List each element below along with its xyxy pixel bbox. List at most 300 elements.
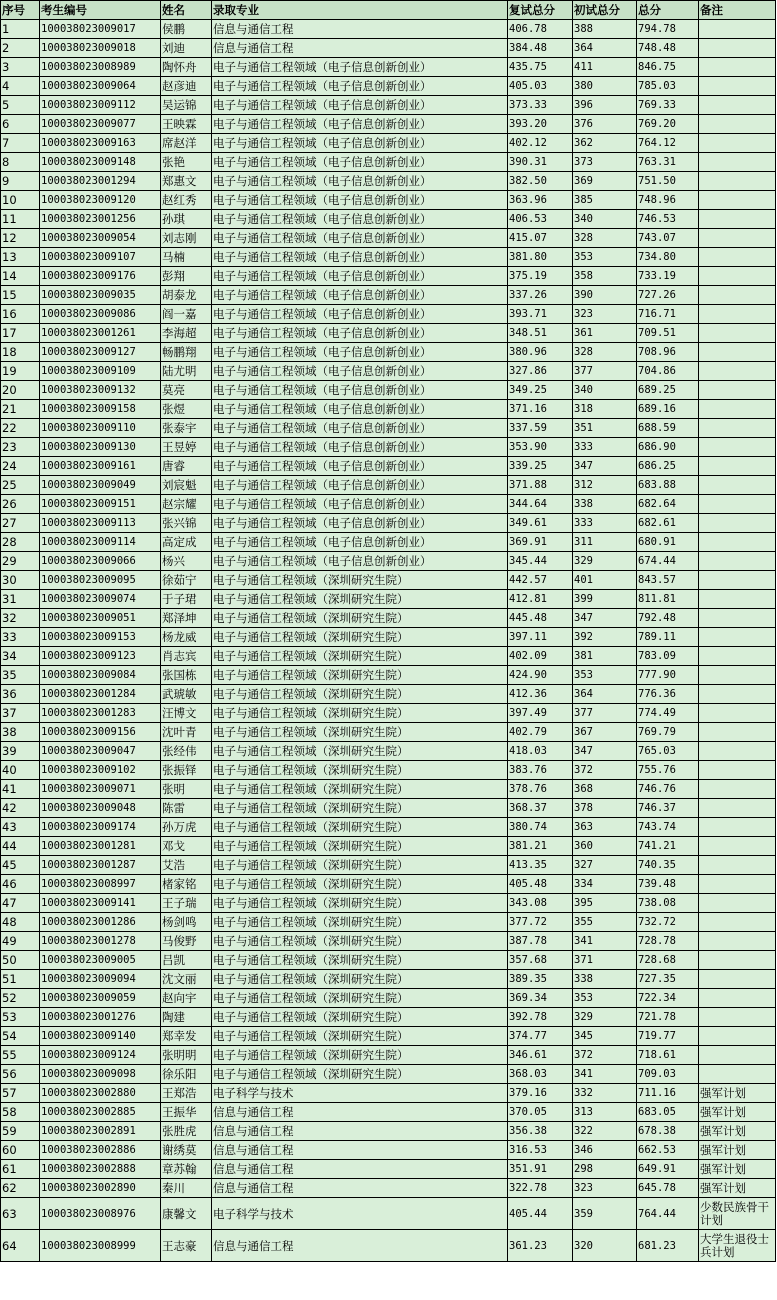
cell-name: 唐睿 bbox=[161, 457, 212, 476]
cell-prelim-score: 399 bbox=[573, 590, 637, 609]
cell-major: 电子与通信工程领域（深圳研究生院） bbox=[212, 704, 508, 723]
cell-seq: 22 bbox=[1, 419, 40, 438]
cell-prelim-score: 347 bbox=[573, 457, 637, 476]
cell-total-score: 727.26 bbox=[637, 286, 699, 305]
cell-retest-score: 402.09 bbox=[508, 647, 573, 666]
cell-seq: 53 bbox=[1, 1008, 40, 1027]
table-row bbox=[1, 115, 776, 134]
cell-exam-id: 100038023009110 bbox=[40, 419, 161, 438]
cell-prelim-score: 332 bbox=[573, 1084, 637, 1103]
cell-major: 电子与通信工程领域（深圳研究生院） bbox=[212, 970, 508, 989]
cell-retest-score: 389.35 bbox=[508, 970, 573, 989]
cell-total-score: 688.59 bbox=[637, 419, 699, 438]
cell-prelim-score: 341 bbox=[573, 1065, 637, 1084]
table-row bbox=[1, 419, 776, 438]
table-row bbox=[1, 1122, 776, 1141]
cell-prelim-score: 372 bbox=[573, 761, 637, 780]
cell-exam-id: 100038023009066 bbox=[40, 552, 161, 571]
cell-total-score: 722.34 bbox=[637, 989, 699, 1008]
cell-name: 汪博文 bbox=[161, 704, 212, 723]
cell-exam-id: 100038023002891 bbox=[40, 1122, 161, 1141]
cell-remark bbox=[699, 1065, 776, 1084]
table-row bbox=[1, 210, 776, 229]
cell-retest-score: 415.07 bbox=[508, 229, 573, 248]
cell-retest-score: 412.81 bbox=[508, 590, 573, 609]
table-row bbox=[1, 229, 776, 248]
cell-seq: 10 bbox=[1, 191, 40, 210]
cell-prelim-score: 351 bbox=[573, 419, 637, 438]
cell-retest-score: 316.53 bbox=[508, 1141, 573, 1160]
cell-major: 信息与通信工程 bbox=[212, 39, 508, 58]
cell-exam-id: 100038023009130 bbox=[40, 438, 161, 457]
cell-retest-score: 406.53 bbox=[508, 210, 573, 229]
table-row bbox=[1, 39, 776, 58]
cell-prelim-score: 378 bbox=[573, 799, 637, 818]
cell-retest-score: 402.12 bbox=[508, 134, 573, 153]
cell-retest-score: 424.90 bbox=[508, 666, 573, 685]
cell-exam-id: 100038023001294 bbox=[40, 172, 161, 191]
cell-seq: 9 bbox=[1, 172, 40, 191]
cell-major: 信息与通信工程 bbox=[212, 20, 508, 39]
cell-retest-score: 349.25 bbox=[508, 381, 573, 400]
cell-major: 电子与通信工程领域（深圳研究生院） bbox=[212, 647, 508, 666]
cell-seq: 29 bbox=[1, 552, 40, 571]
cell-exam-id: 100038023009123 bbox=[40, 647, 161, 666]
header-row bbox=[1, 1, 776, 20]
table-row bbox=[1, 191, 776, 210]
cell-seq: 27 bbox=[1, 514, 40, 533]
table-row bbox=[1, 799, 776, 818]
cell-total-score: 683.05 bbox=[637, 1103, 699, 1122]
cell-total-score: 686.25 bbox=[637, 457, 699, 476]
cell-total-score: 746.37 bbox=[637, 799, 699, 818]
cell-name: 肖志宾 bbox=[161, 647, 212, 666]
cell-remark bbox=[699, 134, 776, 153]
cell-remark: 强军计划 bbox=[699, 1122, 776, 1141]
cell-seq: 28 bbox=[1, 533, 40, 552]
cell-exam-id: 100038023009017 bbox=[40, 20, 161, 39]
cell-name: 康馨文 bbox=[161, 1198, 212, 1230]
cell-major: 电子与通信工程领域（深圳研究生院） bbox=[212, 989, 508, 1008]
cell-exam-id: 100038023008997 bbox=[40, 875, 161, 894]
cell-name: 彭翔 bbox=[161, 267, 212, 286]
cell-major: 电子与通信工程领域（深圳研究生院） bbox=[212, 1065, 508, 1084]
cell-exam-id: 100038023009158 bbox=[40, 400, 161, 419]
cell-seq: 44 bbox=[1, 837, 40, 856]
cell-prelim-score: 360 bbox=[573, 837, 637, 856]
cell-major: 电子与通信工程领域（深圳研究生院） bbox=[212, 1027, 508, 1046]
cell-retest-score: 381.80 bbox=[508, 248, 573, 267]
table-row bbox=[1, 837, 776, 856]
table-row bbox=[1, 533, 776, 552]
table-row bbox=[1, 685, 776, 704]
cell-remark bbox=[699, 837, 776, 856]
cell-total-score: 716.71 bbox=[637, 305, 699, 324]
cell-prelim-score: 311 bbox=[573, 533, 637, 552]
cell-major: 电子与通信工程领域（电子信息创新创业） bbox=[212, 210, 508, 229]
cell-name: 赵红秀 bbox=[161, 191, 212, 210]
cell-exam-id: 100038023001283 bbox=[40, 704, 161, 723]
cell-name: 王昱婷 bbox=[161, 438, 212, 457]
table-row bbox=[1, 723, 776, 742]
cell-exam-id: 100038023009086 bbox=[40, 305, 161, 324]
cell-exam-id: 100038023009153 bbox=[40, 628, 161, 647]
cell-exam-id: 100038023009156 bbox=[40, 723, 161, 742]
cell-remark bbox=[699, 685, 776, 704]
cell-major: 电子与通信工程领域（电子信息创新创业） bbox=[212, 191, 508, 210]
cell-major: 电子与通信工程领域（深圳研究生院） bbox=[212, 913, 508, 932]
cell-prelim-score: 353 bbox=[573, 666, 637, 685]
cell-name: 孙万虎 bbox=[161, 818, 212, 837]
cell-exam-id: 100038023002890 bbox=[40, 1179, 161, 1198]
cell-seq: 25 bbox=[1, 476, 40, 495]
cell-retest-score: 418.03 bbox=[508, 742, 573, 761]
cell-remark bbox=[699, 286, 776, 305]
cell-retest-score: 339.25 bbox=[508, 457, 573, 476]
cell-remark bbox=[699, 153, 776, 172]
cell-prelim-score: 368 bbox=[573, 780, 637, 799]
cell-remark bbox=[699, 476, 776, 495]
cell-retest-score: 445.48 bbox=[508, 609, 573, 628]
cell-name: 刘志刚 bbox=[161, 229, 212, 248]
cell-name: 席赵洋 bbox=[161, 134, 212, 153]
cell-major: 电子与通信工程领域（电子信息创新创业） bbox=[212, 153, 508, 172]
cell-seq: 8 bbox=[1, 153, 40, 172]
cell-major: 电子与通信工程领域（电子信息创新创业） bbox=[212, 362, 508, 381]
cell-major: 电子与通信工程领域（电子信息创新创业） bbox=[212, 419, 508, 438]
cell-seq: 49 bbox=[1, 932, 40, 951]
header-cell-prelim-score: 初试总分 bbox=[573, 1, 637, 20]
cell-remark bbox=[699, 818, 776, 837]
cell-retest-score: 412.36 bbox=[508, 685, 573, 704]
cell-seq: 43 bbox=[1, 818, 40, 837]
cell-exam-id: 100038023009059 bbox=[40, 989, 161, 1008]
cell-name: 王振华 bbox=[161, 1103, 212, 1122]
cell-exam-id: 100038023009132 bbox=[40, 381, 161, 400]
cell-retest-score: 442.57 bbox=[508, 571, 573, 590]
cell-total-score: 704.86 bbox=[637, 362, 699, 381]
table-row bbox=[1, 571, 776, 590]
cell-exam-id: 100038023009114 bbox=[40, 533, 161, 552]
table-row bbox=[1, 58, 776, 77]
cell-seq: 4 bbox=[1, 77, 40, 96]
cell-major: 电子与通信工程领域（电子信息创新创业） bbox=[212, 267, 508, 286]
cell-remark bbox=[699, 172, 776, 191]
cell-total-score: 794.78 bbox=[637, 20, 699, 39]
cell-total-score: 674.44 bbox=[637, 552, 699, 571]
cell-remark bbox=[699, 495, 776, 514]
cell-prelim-score: 340 bbox=[573, 210, 637, 229]
cell-exam-id: 100038023009049 bbox=[40, 476, 161, 495]
cell-exam-id: 100038023009148 bbox=[40, 153, 161, 172]
cell-major: 电子与通信工程领域（电子信息创新创业） bbox=[212, 286, 508, 305]
cell-prelim-score: 333 bbox=[573, 438, 637, 457]
cell-seq: 50 bbox=[1, 951, 40, 970]
cell-total-score: 743.07 bbox=[637, 229, 699, 248]
cell-remark bbox=[699, 438, 776, 457]
cell-remark bbox=[699, 552, 776, 571]
cell-prelim-score: 333 bbox=[573, 514, 637, 533]
cell-remark bbox=[699, 533, 776, 552]
cell-total-score: 740.35 bbox=[637, 856, 699, 875]
cell-remark bbox=[699, 742, 776, 761]
cell-name: 秦川 bbox=[161, 1179, 212, 1198]
table-row bbox=[1, 1160, 776, 1179]
cell-retest-score: 384.48 bbox=[508, 39, 573, 58]
cell-major: 电子与通信工程领域（电子信息创新创业） bbox=[212, 229, 508, 248]
cell-total-score: 689.25 bbox=[637, 381, 699, 400]
cell-major: 电子与通信工程领域（电子信息创新创业） bbox=[212, 172, 508, 191]
cell-major: 电子与通信工程领域（深圳研究生院） bbox=[212, 1008, 508, 1027]
cell-name: 郑泽坤 bbox=[161, 609, 212, 628]
cell-remark bbox=[699, 951, 776, 970]
cell-seq: 52 bbox=[1, 989, 40, 1008]
table-row bbox=[1, 970, 776, 989]
table-row bbox=[1, 172, 776, 191]
cell-retest-score: 357.68 bbox=[508, 951, 573, 970]
cell-remark bbox=[699, 875, 776, 894]
cell-retest-score: 379.16 bbox=[508, 1084, 573, 1103]
cell-major: 电子与通信工程领域（深圳研究生院） bbox=[212, 590, 508, 609]
cell-seq: 13 bbox=[1, 248, 40, 267]
cell-retest-score: 337.59 bbox=[508, 419, 573, 438]
cell-total-score: 728.78 bbox=[637, 932, 699, 951]
header-cell-remark: 备注 bbox=[699, 1, 776, 20]
cell-total-score: 764.44 bbox=[637, 1198, 699, 1230]
cell-remark bbox=[699, 305, 776, 324]
cell-total-score: 755.76 bbox=[637, 761, 699, 780]
cell-total-score: 682.61 bbox=[637, 514, 699, 533]
cell-name: 张泰宇 bbox=[161, 419, 212, 438]
cell-remark bbox=[699, 628, 776, 647]
table-row bbox=[1, 609, 776, 628]
cell-exam-id: 100038023002880 bbox=[40, 1084, 161, 1103]
cell-major: 电子与通信工程领域（深圳研究生院） bbox=[212, 818, 508, 837]
cell-name: 王郑浩 bbox=[161, 1084, 212, 1103]
cell-total-score: 776.36 bbox=[637, 685, 699, 704]
table-row bbox=[1, 438, 776, 457]
table-row bbox=[1, 552, 776, 571]
cell-retest-score: 344.64 bbox=[508, 495, 573, 514]
cell-retest-score: 435.75 bbox=[508, 58, 573, 77]
cell-retest-score: 371.16 bbox=[508, 400, 573, 419]
cell-total-score: 727.35 bbox=[637, 970, 699, 989]
cell-remark: 强军计划 bbox=[699, 1084, 776, 1103]
cell-major: 信息与通信工程 bbox=[212, 1141, 508, 1160]
cell-remark bbox=[699, 609, 776, 628]
cell-prelim-score: 328 bbox=[573, 343, 637, 362]
table-row bbox=[1, 476, 776, 495]
cell-retest-score: 369.91 bbox=[508, 533, 573, 552]
cell-prelim-score: 376 bbox=[573, 115, 637, 134]
cell-total-score: 746.53 bbox=[637, 210, 699, 229]
cell-major: 电子与通信工程领域（深圳研究生院） bbox=[212, 1046, 508, 1065]
cell-exam-id: 100038023009113 bbox=[40, 514, 161, 533]
cell-name: 徐茹宁 bbox=[161, 571, 212, 590]
cell-remark bbox=[699, 115, 776, 134]
cell-exam-id: 100038023009051 bbox=[40, 609, 161, 628]
cell-major: 信息与通信工程 bbox=[212, 1230, 508, 1262]
cell-exam-id: 100038023009074 bbox=[40, 590, 161, 609]
cell-total-score: 769.20 bbox=[637, 115, 699, 134]
cell-retest-score: 405.48 bbox=[508, 875, 573, 894]
cell-retest-score: 348.51 bbox=[508, 324, 573, 343]
cell-exam-id: 100038023002885 bbox=[40, 1103, 161, 1122]
cell-total-score: 678.38 bbox=[637, 1122, 699, 1141]
cell-name: 张明 bbox=[161, 780, 212, 799]
cell-seq: 62 bbox=[1, 1179, 40, 1198]
cell-retest-score: 406.78 bbox=[508, 20, 573, 39]
cell-name: 杨剑鸣 bbox=[161, 913, 212, 932]
cell-name: 武琥敏 bbox=[161, 685, 212, 704]
cell-total-score: 686.90 bbox=[637, 438, 699, 457]
cell-total-score: 711.16 bbox=[637, 1084, 699, 1103]
cell-total-score: 811.81 bbox=[637, 590, 699, 609]
cell-remark bbox=[699, 514, 776, 533]
cell-seq: 12 bbox=[1, 229, 40, 248]
cell-major: 信息与通信工程 bbox=[212, 1103, 508, 1122]
cell-name: 王映霖 bbox=[161, 115, 212, 134]
cell-seq: 1 bbox=[1, 20, 40, 39]
table-row bbox=[1, 894, 776, 913]
table-row bbox=[1, 1065, 776, 1084]
table-row bbox=[1, 761, 776, 780]
cell-seq: 23 bbox=[1, 438, 40, 457]
cell-name: 张胜虎 bbox=[161, 1122, 212, 1141]
cell-exam-id: 100038023009163 bbox=[40, 134, 161, 153]
cell-retest-score: 380.96 bbox=[508, 343, 573, 362]
cell-exam-id: 100038023009084 bbox=[40, 666, 161, 685]
cell-name: 郑惠文 bbox=[161, 172, 212, 191]
table-row bbox=[1, 400, 776, 419]
cell-major: 电子科学与技术 bbox=[212, 1084, 508, 1103]
table-body bbox=[1, 20, 776, 1262]
cell-major: 电子与通信工程领域（电子信息创新创业） bbox=[212, 115, 508, 134]
cell-major: 电子与通信工程领域（电子信息创新创业） bbox=[212, 381, 508, 400]
cell-exam-id: 100038023009112 bbox=[40, 96, 161, 115]
cell-remark: 强军计划 bbox=[699, 1141, 776, 1160]
cell-total-score: 728.68 bbox=[637, 951, 699, 970]
cell-exam-id: 100038023009095 bbox=[40, 571, 161, 590]
cell-remark: 少数民族骨干计划 bbox=[699, 1198, 776, 1230]
cell-name: 刘宸魁 bbox=[161, 476, 212, 495]
cell-seq: 46 bbox=[1, 875, 40, 894]
cell-total-score: 774.49 bbox=[637, 704, 699, 723]
table-row bbox=[1, 742, 776, 761]
cell-name: 沈叶青 bbox=[161, 723, 212, 742]
cell-prelim-score: 401 bbox=[573, 571, 637, 590]
cell-prelim-score: 377 bbox=[573, 362, 637, 381]
cell-exam-id: 100038023009094 bbox=[40, 970, 161, 989]
cell-major: 电子与通信工程领域（深圳研究生院） bbox=[212, 780, 508, 799]
cell-prelim-score: 363 bbox=[573, 818, 637, 837]
cell-retest-score: 393.20 bbox=[508, 115, 573, 134]
table-row bbox=[1, 343, 776, 362]
cell-remark bbox=[699, 457, 776, 476]
cell-exam-id: 100038023009035 bbox=[40, 286, 161, 305]
cell-prelim-score: 329 bbox=[573, 1008, 637, 1027]
cell-major: 电子与通信工程领域（电子信息创新创业） bbox=[212, 400, 508, 419]
cell-name: 马俊野 bbox=[161, 932, 212, 951]
cell-major: 电子与通信工程领域（深圳研究生院） bbox=[212, 666, 508, 685]
cell-remark bbox=[699, 799, 776, 818]
cell-exam-id: 100038023001287 bbox=[40, 856, 161, 875]
cell-prelim-score: 338 bbox=[573, 495, 637, 514]
cell-prelim-score: 347 bbox=[573, 609, 637, 628]
cell-retest-score: 368.03 bbox=[508, 1065, 573, 1084]
cell-retest-score: 346.61 bbox=[508, 1046, 573, 1065]
cell-prelim-score: 329 bbox=[573, 552, 637, 571]
cell-name: 于子珺 bbox=[161, 590, 212, 609]
cell-name: 赵向宇 bbox=[161, 989, 212, 1008]
cell-seq: 55 bbox=[1, 1046, 40, 1065]
cell-seq: 61 bbox=[1, 1160, 40, 1179]
cell-seq: 18 bbox=[1, 343, 40, 362]
cell-retest-score: 387.78 bbox=[508, 932, 573, 951]
cell-seq: 35 bbox=[1, 666, 40, 685]
cell-name: 张振铎 bbox=[161, 761, 212, 780]
cell-exam-id: 100038023008976 bbox=[40, 1198, 161, 1230]
cell-prelim-score: 353 bbox=[573, 989, 637, 1008]
cell-seq: 48 bbox=[1, 913, 40, 932]
cell-total-score: 741.21 bbox=[637, 837, 699, 856]
cell-seq: 56 bbox=[1, 1065, 40, 1084]
table-row bbox=[1, 1027, 776, 1046]
cell-name: 刘迪 bbox=[161, 39, 212, 58]
cell-remark bbox=[699, 761, 776, 780]
cell-remark bbox=[699, 590, 776, 609]
cell-remark bbox=[699, 419, 776, 438]
header-cell-major: 录取专业 bbox=[212, 1, 508, 20]
cell-exam-id: 100038023001278 bbox=[40, 932, 161, 951]
cell-name: 吴运锦 bbox=[161, 96, 212, 115]
cell-exam-id: 100038023009124 bbox=[40, 1046, 161, 1065]
cell-seq: 63 bbox=[1, 1198, 40, 1230]
cell-remark bbox=[699, 856, 776, 875]
cell-exam-id: 100038023002886 bbox=[40, 1141, 161, 1160]
cell-seq: 45 bbox=[1, 856, 40, 875]
cell-major: 电子科学与技术 bbox=[212, 1198, 508, 1230]
cell-remark bbox=[699, 381, 776, 400]
cell-exam-id: 100038023009047 bbox=[40, 742, 161, 761]
cell-major: 电子与通信工程领域（深圳研究生院） bbox=[212, 894, 508, 913]
cell-major: 电子与通信工程领域（深圳研究生院） bbox=[212, 723, 508, 742]
cell-retest-score: 327.86 bbox=[508, 362, 573, 381]
cell-exam-id: 100038023009109 bbox=[40, 362, 161, 381]
cell-prelim-score: 367 bbox=[573, 723, 637, 742]
cell-total-score: 719.77 bbox=[637, 1027, 699, 1046]
cell-retest-score: 322.78 bbox=[508, 1179, 573, 1198]
cell-prelim-score: 364 bbox=[573, 685, 637, 704]
cell-prelim-score: 338 bbox=[573, 970, 637, 989]
table-row bbox=[1, 20, 776, 39]
cell-seq: 37 bbox=[1, 704, 40, 723]
cell-total-score: 708.96 bbox=[637, 343, 699, 362]
cell-total-score: 680.91 bbox=[637, 533, 699, 552]
cell-prelim-score: 345 bbox=[573, 1027, 637, 1046]
table-row bbox=[1, 704, 776, 723]
cell-name: 张经伟 bbox=[161, 742, 212, 761]
cell-total-score: 683.88 bbox=[637, 476, 699, 495]
cell-retest-score: 351.91 bbox=[508, 1160, 573, 1179]
table-row bbox=[1, 495, 776, 514]
table-row bbox=[1, 248, 776, 267]
cell-seq: 2 bbox=[1, 39, 40, 58]
cell-prelim-score: 327 bbox=[573, 856, 637, 875]
cell-seq: 40 bbox=[1, 761, 40, 780]
cell-remark bbox=[699, 1027, 776, 1046]
cell-seq: 54 bbox=[1, 1027, 40, 1046]
